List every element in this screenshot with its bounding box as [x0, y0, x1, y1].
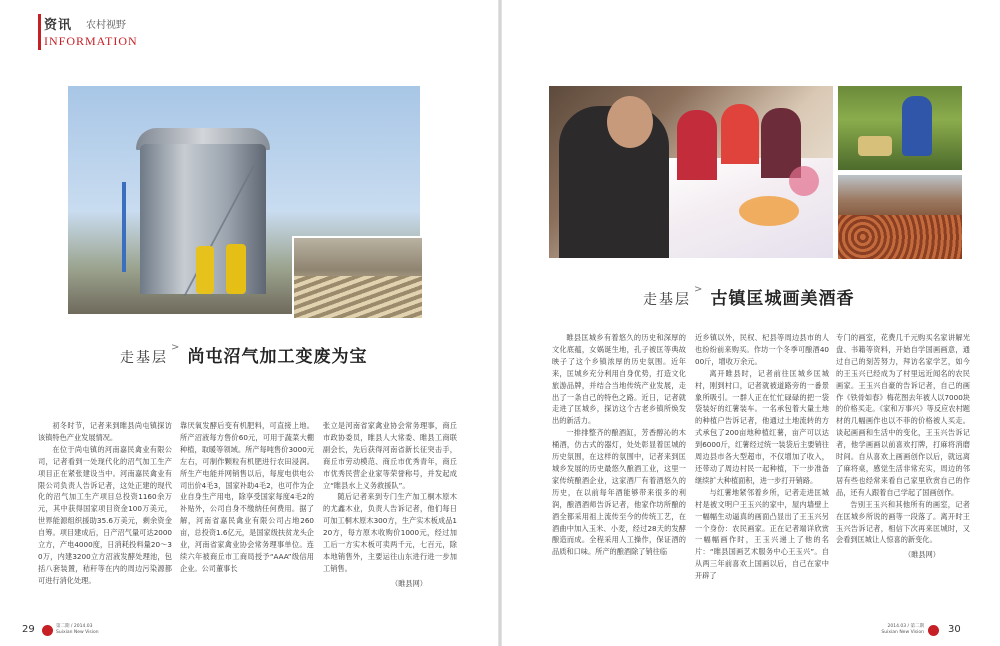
- issue-info: [56, 624, 99, 635]
- paragraph: 告别王玉兴和其他所有的画室，记者在匡城乡所说的画等一段落了。离开时王玉兴告诉记者，相信下次再来匡城时，又会看到匡城让人惊喜的新变化。: [836, 499, 970, 545]
- page-gutter: [498, 0, 502, 646]
- chevron-right-icon: >: [171, 342, 180, 353]
- left-article-label: 走基层: [120, 350, 168, 366]
- paragraph: 离开睢县时，记者前往匡城乡匡城村，刚到村口，记者就被道路旁的一番景象所吸引。一群人正在忙忙碌碌的把一袋袋装好的红薯装车。一名承包着大量土地的种植户告诉记者，他通过土地流转的方式承包了200亩地种植红薯，亩产可以达到6000斤，红薯经过统一装袋后主要销往周边县市各大型超市，不仅增加了收入，还带动了周边村民一起种植，下一步准备继续扩大种植面积，进一步打开销路。: [695, 368, 829, 485]
- right-article-column-3: [836, 332, 970, 561]
- right-article-column-2: [695, 332, 829, 582]
- section-subtitle: 农村视野: [86, 20, 126, 31]
- footer-left: [22, 624, 142, 638]
- article-source: （睢县网）: [904, 550, 940, 560]
- paragraph: 一排排整齐的酿酒缸，芳香醇沁的木桶酒，仿古式的器灯，处处彰显着匡城的历史氛围，在这样的氛围中，记者来到匡城乡发展的历史最悠久酿酒工业，这里一家传统酿酒企业，这家酒厂有着酒悠久的历史，在以前每年酒能够带来很多的利润，酿酒酒师告诉记者，他家作坊所酿的酒全都采用祖上流传至今的传统工艺，在酒曲中加入玉米、小麦，经过28天的发酵酿造而成。全程采用人工操作，保证酒的品质和口味。所产的酿酒除了销往临: [552, 428, 686, 557]
- chevron-right-icon: >: [694, 284, 703, 295]
- right-article-label: 走基层: [643, 292, 691, 308]
- issue-line: 第二期 / 2014.03: [56, 624, 93, 629]
- section-bar-icon: [38, 14, 41, 50]
- right-article-headline: 古镇匡城画美酒香: [710, 289, 855, 309]
- issue-info: [866, 624, 924, 635]
- page-number: 29: [22, 624, 35, 635]
- footer-right: [866, 624, 986, 638]
- paragraph: 初冬时节，记者来到睢县尚屯镇探访该镇特色产业发展情况。: [38, 421, 172, 442]
- photo-sweet-potato-pile: [838, 175, 962, 259]
- section-title-english: INFORMATION: [44, 34, 138, 48]
- paragraph: 与红薯地紧邻着乡所，记者走进匡城村是被文明户王玉兴的家中，屋内墙壁上一幅幅生动逼真的画面凸显出了王玉兴另一个身份：农民画家。正在记者端详欣赏一幅幅画作时，王玉兴递上了他的名片：“睢县国画艺术服务中心王玉兴”。自从两三年前喜欢上国画以后，自己在家中开辟了: [695, 487, 829, 581]
- left-article-column-3: [323, 420, 457, 590]
- paragraph: 睢县匡城乡有着悠久的历史和深厚的文化底蕴，女娲诞生地，孔子被匡等典故映子了这个乡镇浓厚的历史氛围。近年来，匡城乡充分利用自身优势，打造文化旅游品牌，并结合当地传统产业发展，走出了一条自己的特色之路。近日，记者就走进了匡城乡，探访这个古老乡镇所焕发出的新活力。: [552, 333, 686, 426]
- magazine-logo-icon: [42, 625, 53, 636]
- section-title: 资讯: [44, 18, 73, 33]
- paragraph: 在位于尚屯镇的河南嘉民禽业有限公司，记者看到一处现代化的沼气加工生产项目正在紧张建设当中。河南嘉民禽业有限公司负责人告诉记者，这处正建的现代化的沼气加工生产项目总投资1160余万元，其中获得国家项目资金100万美元，世界能源组织援助35.6万美元，剩余资金自筹。项目建成后，日产沼气量可达2000立方，产电4000度，日消耗投料量20～30万，内建3200立方沼液发酵处理池，包括八套装置，秸秆等在内的周边污染源都可进行消化处理。: [38, 444, 172, 585]
- issue-line: 2014.03 / 第二期: [887, 624, 924, 629]
- photo-sweet-potato-harvest: [838, 86, 962, 170]
- paragraph: 专门的画室，花费几千元购买名家讲解光盘、书籍等资料，开始自学国画画意，通过自己的刻苦努力，拜访名家学艺，如今的王玉兴已经成为了村里远近闻名的农民画家。王玉兴自豪的告诉记者，自己的画作《铁骨如春》梅花图去年被人以7000块的价格买走。《家和万事兴》等反应农村题材的几幅画作也以不菲的价格被人买走。谈起画画和生活中的变化，王玉兴告诉记者，他学画画以前喜欢打牌，打麻将消磨时间。自从喜欢上画画创作以后，就远离了麻将桌，感觉生活非常充实，周边的邻居有些也经常来看自己家里欣赏自己的作品，还有人跟着自己学起了国画创作。: [836, 333, 970, 497]
- left-article-column-1: [38, 420, 172, 587]
- article-source: （睢县网）: [391, 578, 427, 588]
- right-article-column-1: [552, 332, 686, 558]
- paragraph: 靠厌氧发酵后变有机肥料，可直接上地。所产沼液每方售价60元，可用于蔬菜大棚种植，取暖等领域。所产每吨售价3000元左右，可制作颗粒有机肥进行农田浸润。所生产电能并网销售以后，每度电供电公司出价4毛3，国家补助4毛2，也可作为企业自身生产用电，除享受国家每度4毛2的补贴外，公司自身不缴纳任何费用。据了解，河南省嘉民禽业有限公司占地260亩，总投资1.6亿元，是国家级扶贫龙头企业，河南省家禽业协会常务理事单位。连续六年被商丘市工商局授予“AAA”级信用企业。公司董事长: [180, 421, 314, 573]
- issue-line: Suixian New Vision: [881, 629, 924, 635]
- photo-farmer-painter: [549, 86, 833, 258]
- left-article-column-2: [180, 420, 314, 575]
- right-article-title: [643, 284, 854, 309]
- left-article-headline: 尚屯沼气加工变废为宝: [187, 347, 368, 367]
- paragraph: 近乡镇以外，民权、杞县等周边县市的人也纷纷前来购买。作坊一个冬季可酿酒4000斤，增收万余元。: [695, 333, 829, 366]
- photo-timber-yard: [292, 236, 424, 320]
- issue-line: Suixian New Vision: [56, 629, 99, 635]
- paragraph: 随后记者来到专门生产加工桐木原木的尤鑫木业，负责人告诉记者，他们每日可加工桐木原木300方，生产实木板成品120方，每方原木收购价1000元，经过加工后一方实木板可卖两千元，七百元，除本地销售外，主要运往山东进行进一步加工销售。: [323, 492, 457, 573]
- page-number: 30: [948, 624, 961, 635]
- paragraph: 张立是河南省家禽业协会常务理事，商丘市政协委员，睢县人大常委、睢县工商联副会长，先后获得河南省新长征突击手，商丘市劳动模范、商丘市优秀青年，商丘市优秀民营企业家等荣誉称号，并发起成立“睢县水上义务救援队”。: [323, 421, 457, 490]
- magazine-logo-icon: [928, 625, 939, 636]
- left-article-title: [120, 342, 367, 367]
- section-header: [38, 14, 178, 54]
